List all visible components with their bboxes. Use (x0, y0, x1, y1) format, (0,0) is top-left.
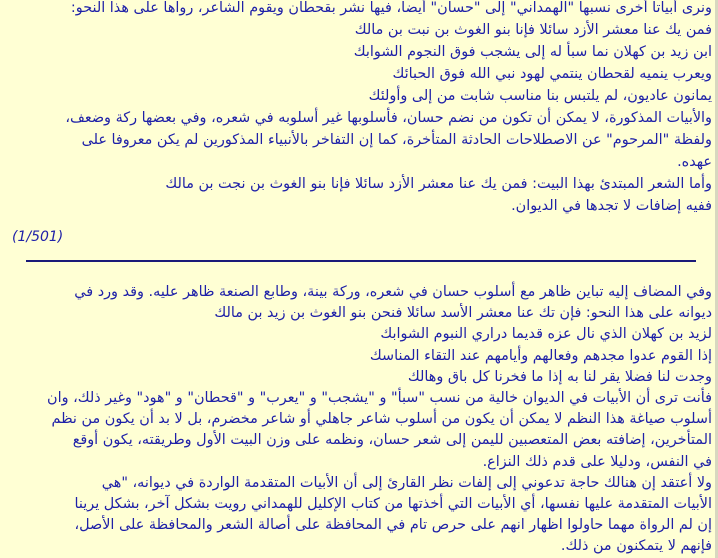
text-line: وفي المضاف إليه تباين ظاهر مع أسلوب حسان في شعره، وركة بينة، وطابع الصنعة ظاهر عليه. وقد ورد في (74, 284, 712, 300)
text-line: ولا أعتقد إن هنالك حاجة تدعوني إلى إلفات نظر القارئ إلى أن الأبيات المتقدمة الواردة في ديوانه، "هي (101, 474, 712, 491)
text-line: ونرى أبياتا أخرى نسبها "الهمداني" إلى "حسان" أيضا، فيها نشر بقحطان ويقوم الشاعر، رواها على هذا النحو: (70, 0, 712, 16)
text-line: وجدت لنا فضلا يقر لنا به إذا ما فخرنا كل باق وهالك (407, 368, 712, 385)
text-line: أسلوب صياغة هذا النظم لا يمكن أن يكون من أسلوب شاعر جاهلي أو شاعر مخضرم، بل لا بد أن يكون من نظم (51, 411, 712, 428)
text-line: ابن زيد بن كهلان نما سبأ له إلى يشجب فوق النجوم الشوابك (353, 44, 712, 60)
text-line: إن لم الرواة مهما حاولوا اظهار انهم على حرص تام في المحافظة على أصالة الشعر والمحافظة على الأصل، (74, 517, 712, 534)
page-separator-rule (26, 260, 696, 262)
text-line: ويعرب ينميه لقحطان ينتمي لهود نبي الله فوق الحبائك (392, 66, 712, 82)
page-number: (1/501) (12, 229, 64, 245)
text-line: يمانون عاديون، لم يلتبس بنا مناسب شابت من إلى وأولئك (368, 88, 712, 104)
text-line: فأنت ترى أن الأبيات في الديوان خالية من نسب "سبأ" و "يشجب" و "يعرب" و "قحطان" و "هود" وغير ذلك، وان (47, 390, 712, 406)
text-line: إذا القوم عدوا مجدهم وفعالهم وأيامهم عند التقاء المناسك (369, 347, 712, 364)
text-line: وأما الشعر المبتدئ بهذا البيت: فمن يك عنا معشر الأزد سائلا فإنا بنو الغوث بن نجت بن مالك (165, 176, 712, 192)
text-line: في النفس، ودليلا على قدم ذلك النزاع. (482, 453, 712, 470)
text-line: فمن يك عنا معشر الأزد سائلا فإنا بنو الغوث بن نبت بن مالك (354, 22, 712, 38)
text-line: الأبيات المتقدمة عليها نفسها، أي الأبيات التي أخذتها من كتاب الإكليل للهمداني رويت بشكل آخر، بشكل يرينا (74, 496, 712, 512)
text-line: ديوانه على هذا النحو: فإن تك عنا معشر الأسد سائلا فنحن بنو الغوث بن زيد بن مالك (214, 305, 712, 322)
text-line: عهده. (677, 154, 712, 170)
text-line: والأبيات المذكورة، لا يمكن أن تكون من نضم حسان، فأسلوبها غير أسلوبه في شعره، وفي بعضها ركة وضعف، (65, 110, 712, 126)
text-line: لزيد بن كهلان الذي نال عزه قديما دراري النبوم الشوابك (380, 326, 712, 343)
text-line: ففيه إضافات لا تجدها في الديوان. (511, 198, 712, 214)
text-line: المتأخرين، إضافته بعض المتعصبين لليمن إلى شعر حسان، ونظمه على وزن البيت الأول وطريقته، يكون أوقع (72, 432, 712, 449)
text-line: ولفظة "المرحوم" عن الاصطلاحات الحادثة المتأخرة، كما إن التفاخر بالأنبياء المذكورين لم يكن معروفا على (81, 132, 712, 148)
text-line: فإنهم لا يتمكنون من ذلك. (560, 538, 712, 555)
